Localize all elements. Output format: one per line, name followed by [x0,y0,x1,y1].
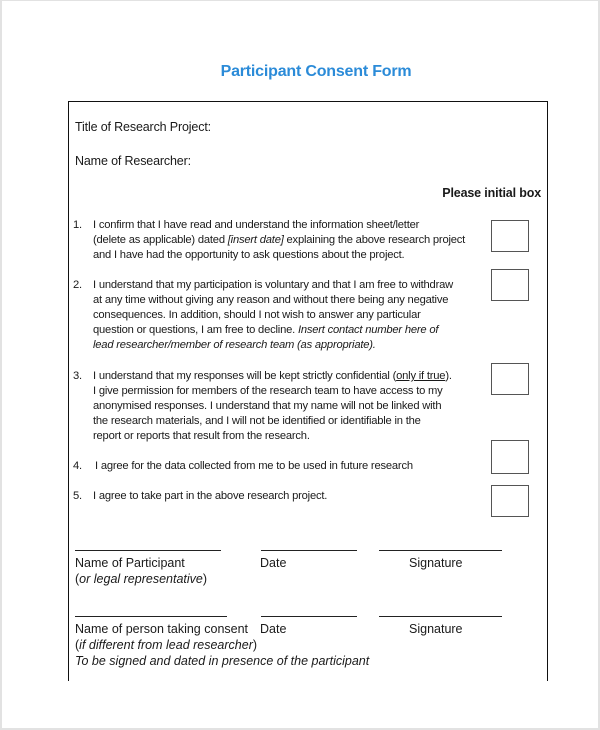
initial-box-3[interactable] [491,363,529,395]
item-line: I confirm that I have read and understand the information sheet/letter [93,219,420,231]
consent-taker-date-line[interactable] [261,616,357,617]
project-title-label: Title of Research Project: [75,120,211,134]
item-line: at any time without giving any reason and without there being any negative [93,294,449,306]
item-line: I understand that my participation is voluntary and that I am free to withdraw [93,279,453,291]
initial-box-header: Please initial box [442,186,541,200]
page-title: Participant Consent Form [220,63,412,80]
footer-note: To be signed and dated in presence of the participant [75,654,370,668]
participant-date-line[interactable] [261,550,357,551]
item-line: lead researcher/member of research team (as appropriate). [93,339,376,351]
only-if-true-note: only if true [396,370,446,382]
item-number: 1. [73,219,82,231]
item-number: 2. [73,279,82,291]
participant-date-label: Date [260,556,287,570]
participant-signature-label: Signature [409,556,463,570]
consent-taker-signature-label: Signature [409,622,463,636]
consent-taker-name-line[interactable] [75,616,227,617]
item-line: I understand that my responses will be kept strictly confidential (only if true). [93,370,452,382]
consent-form [68,101,548,681]
item-line: anonymised responses. I understand that my name will not be linked with [93,400,442,412]
item-line: I agree for the data collected from me to be used in future research [95,460,413,472]
contact-placeholder: Insert contact number here of [297,324,439,336]
initial-box-4[interactable] [491,440,529,474]
initial-box-1[interactable] [491,220,529,252]
item-line: and I have had the opportunity to ask questions about the project. [93,249,405,261]
participant-name-sublabel: (or legal representative) [75,572,208,586]
item-line: I agree to take part in the above research project. [93,490,328,502]
item-number: 3. [73,370,82,382]
initial-box-2[interactable] [491,269,529,301]
item-line: (delete as applicable) dated [insert date] explaining the above research project [93,234,466,246]
consent-taker-signature-line[interactable] [379,616,502,617]
insert-date-placeholder: [insert date] [227,234,284,246]
participant-name-label: Name of Participant [75,556,185,570]
item-line: I give permission for members of the research team to have access to my [93,385,443,397]
participant-signature-line[interactable] [379,550,502,551]
consent-taker-name-sublabel: (if different from lead researcher) [75,638,258,652]
participant-name-line[interactable] [75,550,221,551]
item-line: report or reports that result from the research. [93,430,310,442]
consent-taker-date-label: Date [260,622,287,636]
consent-taker-name-label: Name of person taking consent [75,622,249,636]
item-line: the research materials, and I will not be identified or identifiable in the [93,415,421,427]
item-line: consequences. In addition, should I not wish to answer any particular [93,309,421,321]
item-line: question or questions, I am free to decline. Insert contact number here of [93,324,439,336]
item-number: 5. [73,490,82,502]
item-number: 4. [73,460,82,472]
researcher-name-label: Name of Researcher: [75,154,191,168]
initial-box-5[interactable] [491,485,529,517]
